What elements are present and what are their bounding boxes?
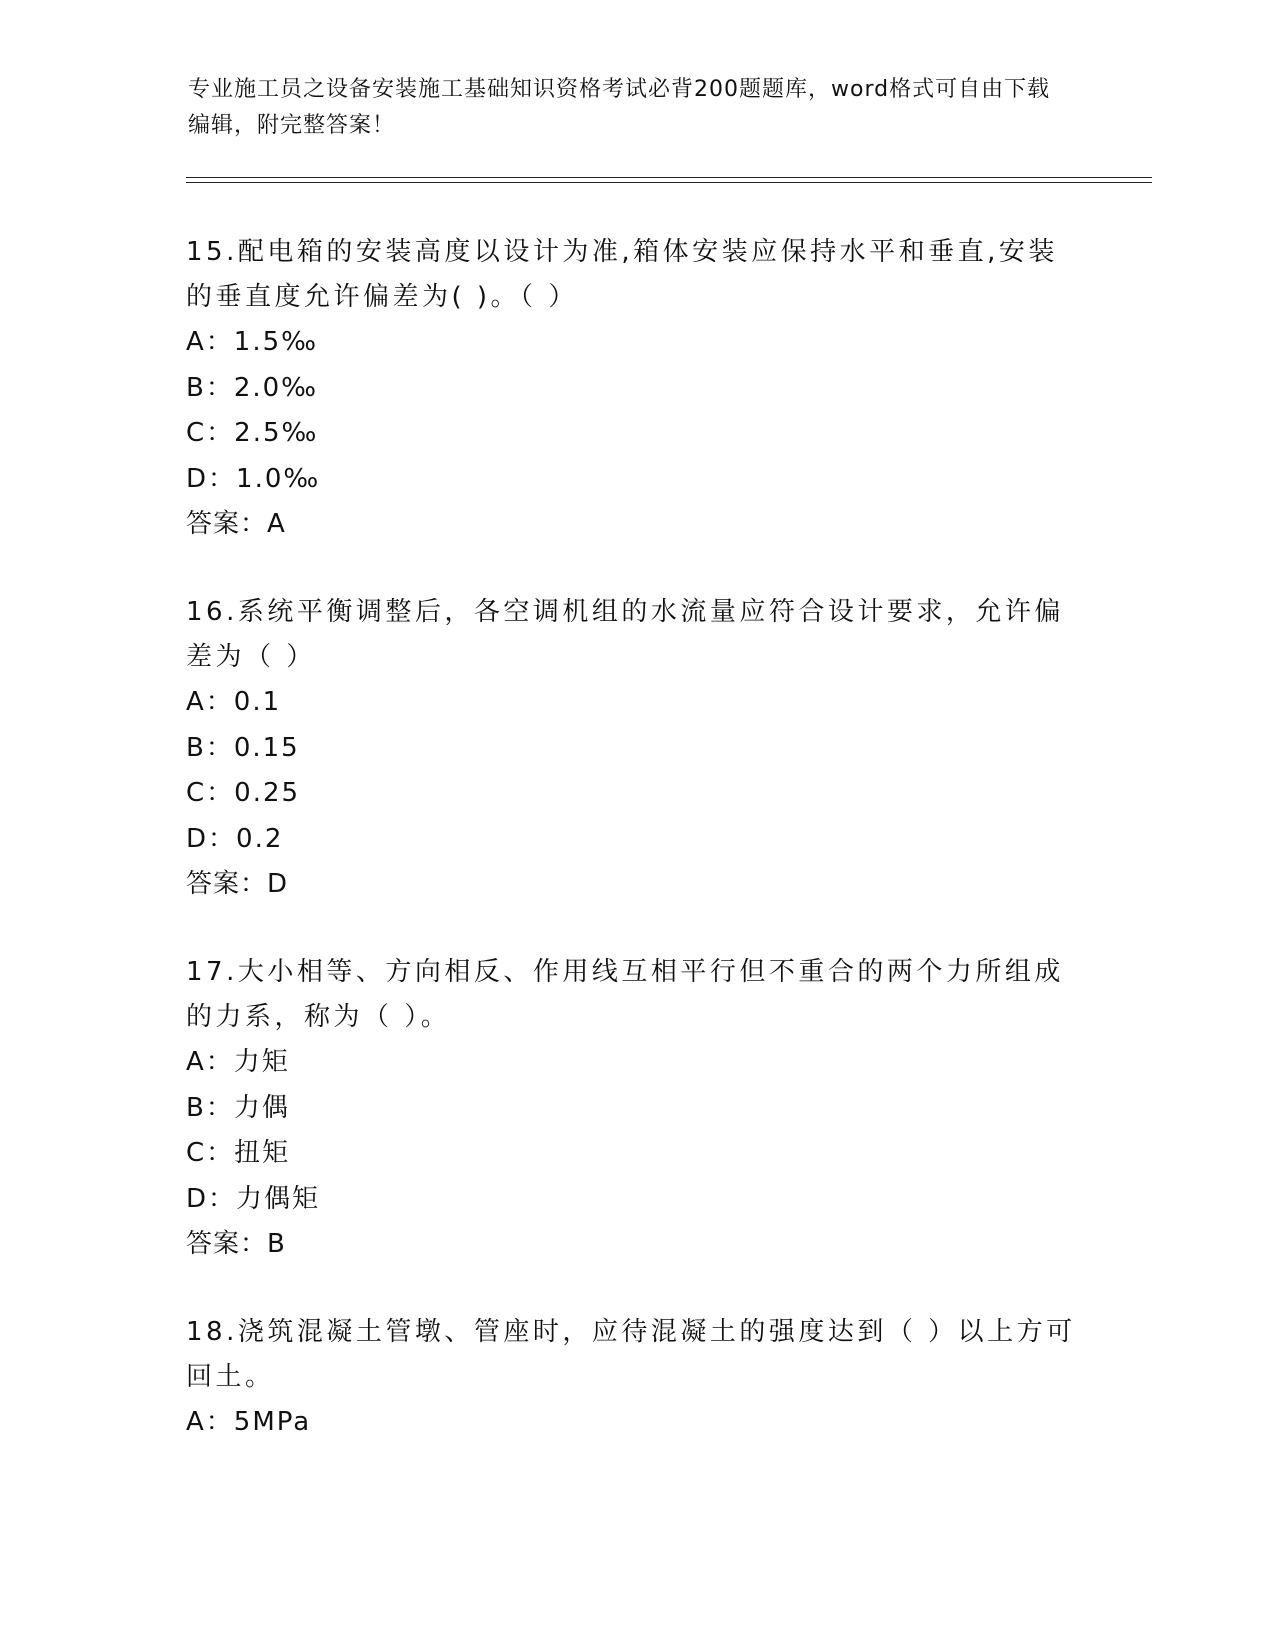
- question-stem: 18.浇筑混凝土管墩、管座时，应待混凝土的强度达到（ ）以上方可回土。: [186, 1317, 1076, 1392]
- question-16: [186, 590, 1086, 907]
- question-stem: 15.配电箱的安装高度以设计为准,箱体安装应保持水平和垂直,安装的垂直度允许偏差为( )。（ ）: [186, 237, 1058, 312]
- option-b: B：0.15: [186, 732, 300, 763]
- question-15: [186, 230, 1086, 547]
- option-a: A：5MPa: [186, 1407, 312, 1437]
- document-header: [188, 72, 1068, 144]
- option-a: A：1.5‰: [186, 327, 319, 357]
- option-c: C：扭矩: [186, 1138, 291, 1168]
- header-text: 专业施工员之设备安装施工基础知识资格考试必背200题题库，word格式可自由下载编辑，附完整答案！: [188, 77, 1051, 138]
- question-stem: 17.大小相等、方向相反、作用线互相平行但不重合的两个力所组成的力系，称为（ ）。: [186, 957, 1064, 1032]
- option-c: C：0.25: [186, 778, 301, 808]
- question-stem: 16.系统平衡调整后，各空调机组的水流量应符合设计要求，允许偏差为（ ）: [186, 597, 1064, 672]
- header-divider-top: [186, 177, 1152, 178]
- option-d: D：力偶矩: [186, 1183, 321, 1214]
- option-b: B：2.0‰: [186, 372, 319, 403]
- header-divider-bottom: [186, 182, 1152, 183]
- answer-line: 答案：D: [186, 869, 289, 899]
- option-d: D：1.0‰: [186, 463, 321, 494]
- answer-line: 答案：A: [186, 509, 286, 539]
- question-18: [186, 1310, 1086, 1446]
- option-d: D：0.2: [186, 823, 284, 854]
- option-c: C：2.5‰: [186, 418, 319, 448]
- option-b: B：力偶: [186, 1092, 290, 1123]
- answer-line: 答案：B: [186, 1229, 286, 1259]
- option-a: A：力矩: [186, 1047, 290, 1077]
- option-a: A：0.1: [186, 687, 282, 717]
- question-17: [186, 950, 1086, 1267]
